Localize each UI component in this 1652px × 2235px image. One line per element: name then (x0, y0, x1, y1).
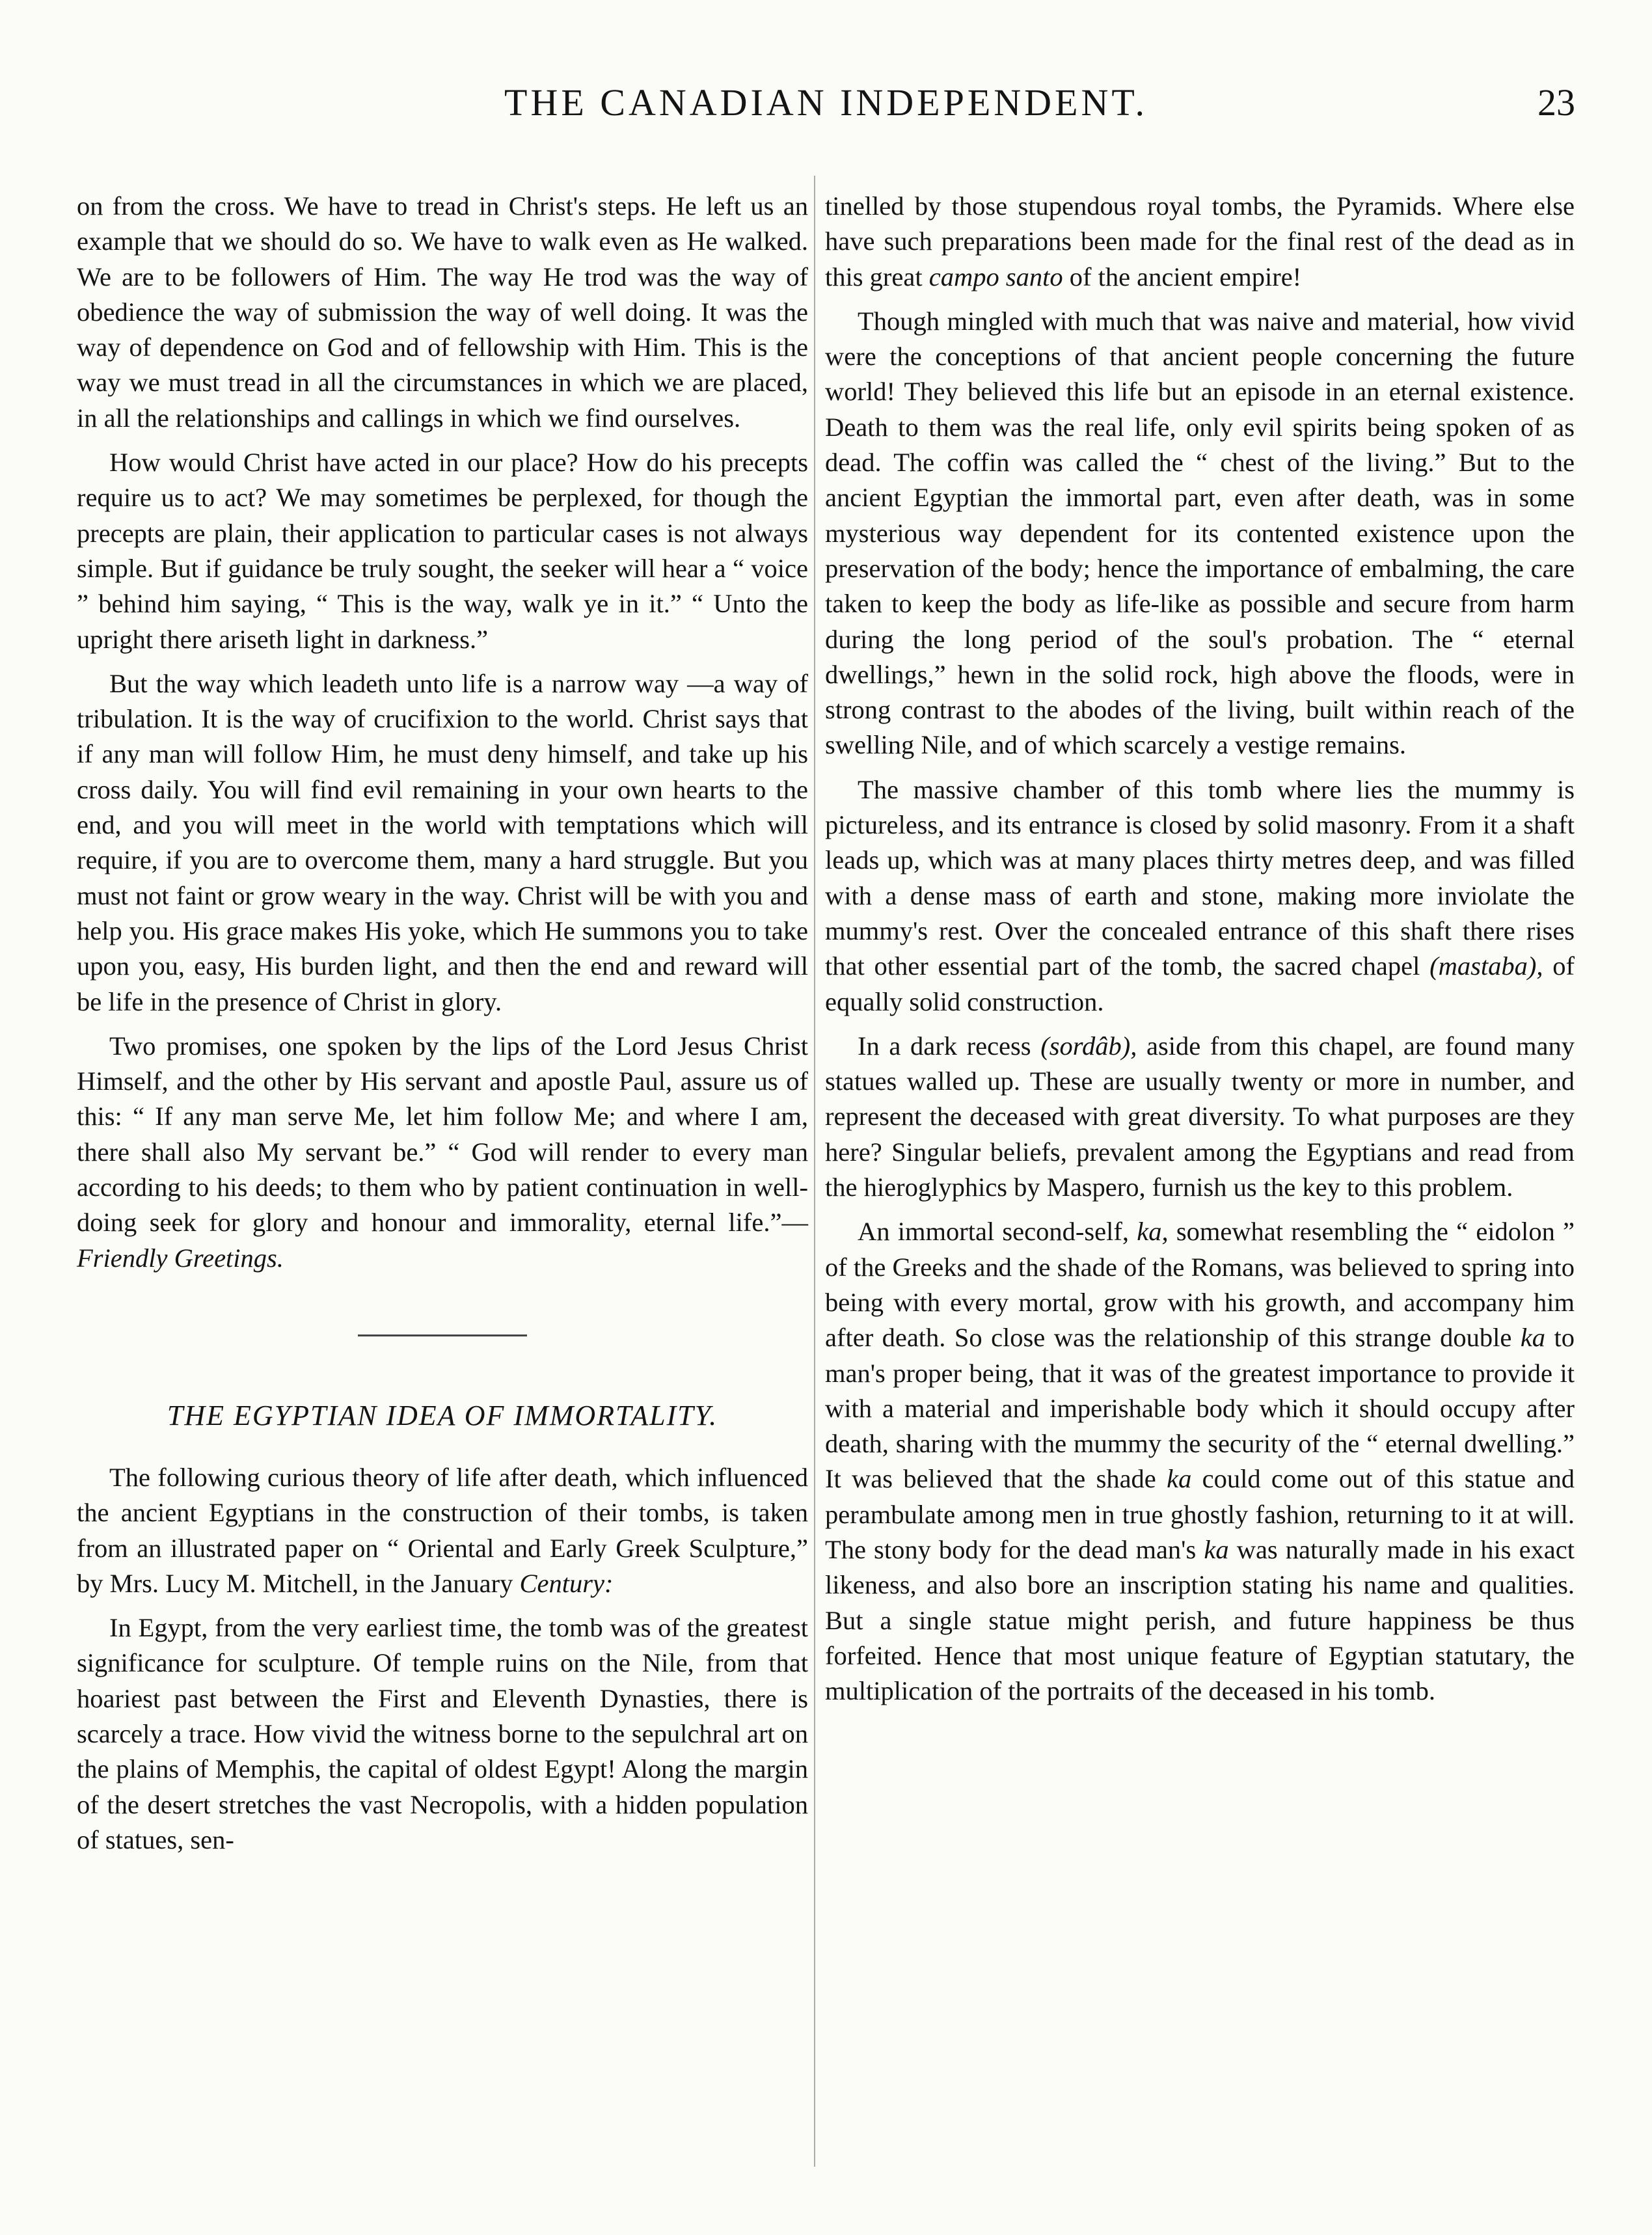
paragraph-text: of equally solid construction. (825, 951, 1575, 1016)
magazine-name: Century: (519, 1568, 614, 1598)
italic-term: ka (1204, 1534, 1229, 1564)
section-rule (358, 1334, 527, 1336)
paragraph (825, 1029, 1575, 1205)
paragraph (825, 1214, 1575, 1709)
paragraph (77, 1029, 808, 1276)
italic-term: campo santo (928, 262, 1063, 291)
paragraph-text: of the ancient empire! (1069, 262, 1302, 291)
page-header (0, 77, 1652, 135)
paragraph-text: Two promises, one spoken by the lips of the Lord Jesus Christ Himself, and the other by His servant and apostle Paul, assure us of this: “ If any man serve Me, let him follow Me; and where I am, there shall also My servant be.” “ God will render to every man according to his deeds; to them who by patient continuation in well-doing seek for glory and honour and immorality, eternal life.”— (77, 1031, 808, 1238)
paragraph-text: aside from this chapel, are found many statues walled up. These are usually twenty or more in number, and represent the deceased with great diversity. To what purposes are they here? Singular beliefs, prevalent among the Egyptians and read from the hieroglyphics by Maspero, furnish us the key to this problem. (825, 1031, 1575, 1202)
paragraph: How would Christ have acted in our place? How do his precepts require us to act? We may sometimes be perplexed, for though the precepts are plain, their application to particular cases is not always simple. But if guidance be truly sought, the seeker will hear a “ voice ” behind him saying, “ This is the way, walk ye in it.” “ Unto the upright there ariseth light in darkness.” (77, 448, 808, 654)
paragraph-text: An immortal second-self, (858, 1217, 1129, 1247)
paragraph-text: to man's proper being, that it was of the greatest importance to provide it with a material and imperishable body which it should occupy after death, sharing with the mummy the security of the “ eternal dwelling.” It was believed that the shade (825, 1323, 1575, 1494)
italic-term: (mastaba), (1429, 951, 1543, 981)
paragraph-text: tinelled by those stupendous royal tombs, the Pyramids. Where else have such preparations been made for the final rest of the dead as in this great (825, 191, 1575, 291)
paragraph (825, 189, 1575, 295)
right-column (825, 189, 1575, 1718)
paragraph-text: somewhat resembling the “ eidolon ” of the Greeks and the shade of the Romans, was believed to spring into being with every mortal, grow with his growth, and accompany him after death. So close was the relationship of this strange double (825, 1217, 1575, 1353)
source-citation: Friendly Greetings. (77, 1243, 284, 1273)
paragraph-text: The following curious theory of life after death, which influenced the ancient Egyptians in the construction of their tombs, is taken from an illustrated paper on “ Oriental and Early Greek Sculpture,” by Mrs. Lucy M. Mitchell, in the January (77, 1462, 808, 1598)
italic-term: ka (1167, 1464, 1192, 1494)
page-number: 23 (1537, 81, 1575, 124)
paragraph-text: could come out of this statue and perambulate among men in true ghostly fashion, returning to it at will. The stony body for the dead man's (825, 1464, 1575, 1564)
column-divider (814, 176, 815, 2167)
italic-term: ka, (1137, 1217, 1169, 1247)
paragraph: Though mingled with much that was naive and material, how vivid were the conceptions of that ancient people concerning the future world! They believed this life but an episode in an eternal existence. Death to them was the real life, only evil spirits being spoken of as dead. The coffin was called the “ chest of the living.” But to the ancient Egyptian the immortal part, even after death, was in some mysterious way dependent for its contented existence upon the preservation of the body; hence the importance of embalming, the care taken to keep the body as life-like as possible and secure from harm during the long period of the soul's probation. The “ eternal dwellings,” hewn in the solid rock, high above the floods, were in strong contrast to the abodes of the living, built within reach of the swelling Nile, and of which scarcely a vestige remains. (825, 306, 1575, 760)
paragraph-text: The massive chamber of this tomb where lies the mummy is pictureless, and its entrance is closed by solid masonry. From it a shaft leads up, which was at many places thirty metres deep, and was filled with a dense mass of earth and stone, making more inviolate the mummy's rest. Over the concealed entrance of this shaft there rises that other essential part of the tomb, the sacred chapel (825, 774, 1575, 981)
paragraph: But the way which leadeth unto life is a narrow way —a way of tribulation. It is the way of crucifixion to the world. Christ says that if any man will follow Him, he must deny himself, and take up his cross daily. You will find evil remaining in your own hearts to the end, and you will meet in the world with temptations which will require, if you are to overcome them, many a hard struggle. But you must not faint or grow weary in the way. Christ will be with you and help you. His grace makes His yoke, which He summons you to take upon you, easy, His burden light, and then the end and reward will be life in the presence of Christ in glory. (77, 668, 808, 1016)
paragraph: In Egypt, from the very earliest time, the tomb was of the greatest significance for sculpture. Of temple ruins on the Nile, from that hoariest past between the First and Eleventh Dynasties, there is scarcely a trace. How vivid the witness borne to the sepulchral art on the plains of Memphis, the capital of oldest Egypt! Along the margin of the desert stretches the vast Necropolis, with a hidden population of statues, sen- (77, 1613, 808, 1854)
paragraph: on from the cross. We have to tread in Christ's steps. He left us an example that we should do so. We have to walk even as He walked. We are to be followers of Him. The way He trod was the way of obedience the way of submission the way of well doing. It was the way of dependence on God and of fellowship with Him. This is the way we must tread in all the circumstances in which we are placed, in all the relationships and callings in which we find ourselves. (77, 191, 808, 433)
paragraph-text: In a dark recess (858, 1031, 1031, 1061)
paragraph-text: was naturally made in his exact likeness, and also bore an inscription stating his name and qualities. But a single statue might perish, and future happiness be thus forfeited. Hence that most unique feature of Egyptian statutary, the multiplication of the portraits of the deceased in his tomb. (825, 1534, 1575, 1706)
paragraph (825, 772, 1575, 1020)
paragraph (77, 1460, 808, 1601)
italic-term: (sordâb), (1040, 1031, 1137, 1061)
article-title: THE EGYPTIAN IDEA OF IMMORTALITY. (167, 1399, 718, 1431)
journal-title: THE CANADIAN INDEPENDENT. (504, 81, 1148, 124)
left-column (77, 189, 808, 1867)
italic-term: ka (1520, 1323, 1546, 1353)
